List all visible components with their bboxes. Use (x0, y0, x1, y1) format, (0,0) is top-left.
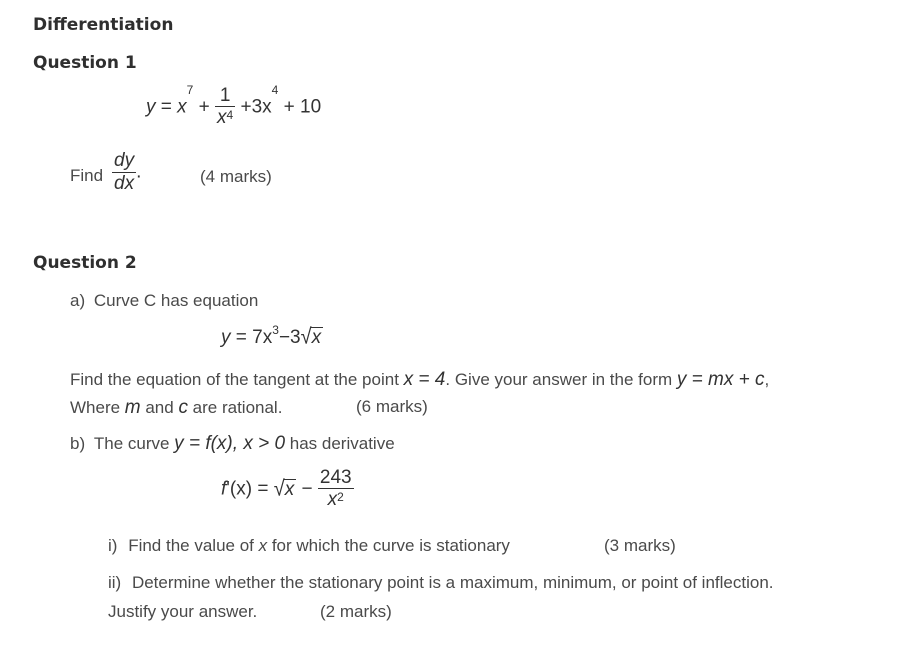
point-x-4: x = 4 (403, 369, 446, 390)
part-a-instruction-2: Where m and c are rational. (70, 397, 283, 418)
question-2-heading: Question 2 (33, 253, 137, 273)
eq-x-term: x (177, 96, 187, 118)
part-a-equation: $y = 7x^3-3√x$ (221, 323, 322, 350)
part-a-radicand: x (311, 327, 322, 348)
eq-fraction-numerator: 1 (219, 85, 231, 106)
part-a-text: Curve C has equation (93, 291, 259, 310)
question-1-heading: Question 1 (33, 53, 137, 73)
page-title: Differentiation (33, 15, 174, 35)
part-b: b) The curve y = f(x), x > 0 has derivative (70, 433, 395, 454)
question-1-equation (146, 83, 322, 129)
part-b-ii-justify: Justify your answer. (108, 602, 258, 621)
part-b-ii-marks: (2 marks) (320, 602, 392, 621)
eq-term-10: + 10 (283, 96, 322, 118)
part-b-i-marks: (3 marks) (604, 536, 676, 555)
part-b-label: b) (70, 434, 86, 453)
derivative-denominator: $x^2$ (318, 488, 354, 511)
eq-lhs: y (146, 96, 156, 118)
part-b-derivative: f'(x) = √x − $\frac{243}{x^2}$ (221, 467, 352, 510)
derivative-numerator: 243 (319, 467, 352, 488)
dx-denominator: dx (114, 173, 135, 194)
part-b-curve-equation: y = f(x), x > 0 (174, 433, 286, 454)
eq-sign: = (160, 96, 172, 118)
dy-numerator: dy (114, 150, 135, 171)
part-a-instruction: Find the equation of the tangent at the point x = 4. Give your answer in the form y = mx + c, (70, 369, 770, 390)
eq-power-7: 7 (186, 83, 194, 97)
dy-dx-fraction: $\frac{dy}{dx}$ . (114, 150, 142, 194)
eq-power-4: 4 (271, 83, 279, 97)
eq-plus: + (198, 96, 210, 118)
eq-term-3x: +3x (240, 96, 272, 118)
eq-fraction-denominator: $x^4$ (217, 107, 234, 128)
part-a-label: a) (70, 291, 86, 310)
question-1-marks: (4 marks) (200, 167, 272, 186)
part-b-i: i) Find the value of x for which the curve is stationary (108, 536, 510, 555)
form-y-mx-c: y = mx + c (676, 369, 765, 390)
find-label: Find (70, 166, 104, 185)
eq-fraction (215, 86, 235, 129)
derivative-fraction (318, 468, 354, 511)
part-a (70, 291, 258, 311)
part-b-ii: ii) Determine whether the stationary point is a maximum, minimum, or point of inflection. (108, 573, 774, 592)
part-a-marks: (6 marks) (356, 397, 428, 416)
